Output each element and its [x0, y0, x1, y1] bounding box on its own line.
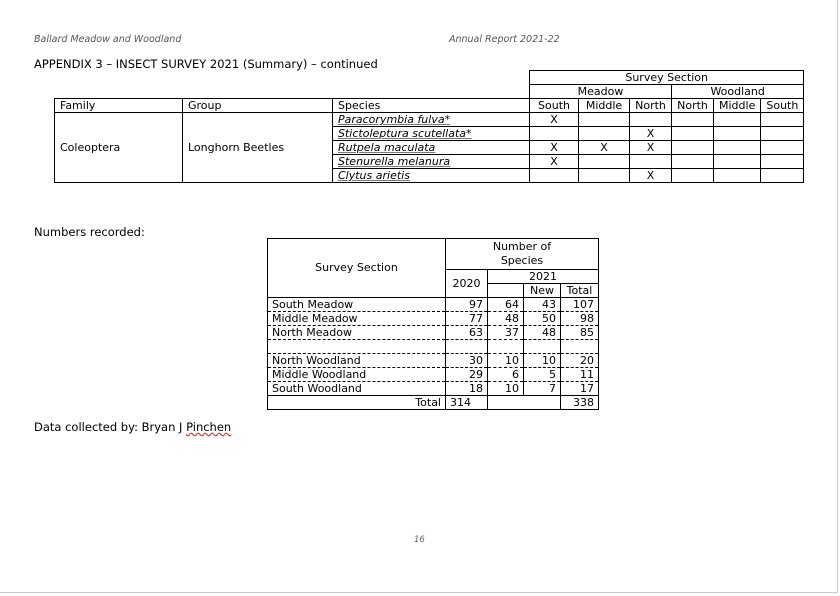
count-new: 5	[524, 368, 561, 382]
count-new: 50	[524, 312, 561, 326]
count-2020: 30	[446, 354, 488, 368]
meadow-middle-header: Middle	[579, 99, 630, 113]
count-total: 85	[561, 326, 599, 340]
table-row	[268, 326, 599, 340]
mark-cell	[530, 169, 579, 183]
section-name: Middle Woodland	[268, 368, 446, 382]
mark-cell	[630, 113, 672, 127]
mark-cell	[672, 127, 714, 141]
table-row	[268, 312, 599, 326]
mark-cell	[761, 127, 804, 141]
meadow-south-header: South	[530, 99, 579, 113]
count-total: 20	[561, 354, 599, 368]
mark-cell	[672, 141, 714, 155]
numbers-recorded-label: Numbers recorded:	[34, 225, 145, 239]
mark-cell	[672, 155, 714, 169]
species-row	[55, 113, 804, 127]
header-right: Annual Report 2021-22	[449, 34, 560, 45]
collector-name: Pinchen	[186, 420, 232, 434]
count-total: 107	[561, 298, 599, 312]
count-2021: 6	[488, 368, 524, 382]
count-new: 10	[524, 354, 561, 368]
mark-cell	[672, 113, 714, 127]
species-name: Stictoleptura scutellata*	[333, 127, 530, 141]
section-name: North Meadow	[268, 326, 446, 340]
family-cell: Coleoptera	[55, 113, 183, 183]
mark-cell	[714, 127, 761, 141]
total-header: Total	[561, 284, 599, 298]
year-2020-header: 2020	[446, 270, 488, 298]
count-new: 43	[524, 298, 561, 312]
count-2020: 77	[446, 312, 488, 326]
numbers-table	[267, 238, 599, 410]
count-total: 11	[561, 368, 599, 382]
count-2020: 97	[446, 298, 488, 312]
meadow-heading: Meadow	[530, 85, 672, 99]
mark-cell	[630, 155, 672, 169]
table-row	[268, 382, 599, 396]
count-2021: 10	[488, 382, 524, 396]
species-name: Clytus arietis	[333, 169, 530, 183]
count-new: 7	[524, 382, 561, 396]
section-name: South Woodland	[268, 382, 446, 396]
woodland-south-header: South	[761, 99, 804, 113]
table-row	[268, 368, 599, 382]
woodland-north-header: North	[672, 99, 714, 113]
count-2021: 37	[488, 326, 524, 340]
total-2021: 338	[561, 396, 599, 410]
mark-cell	[761, 141, 804, 155]
mark-cell: X	[530, 113, 579, 127]
count-2020: 63	[446, 326, 488, 340]
mark-cell: X	[579, 141, 630, 155]
species-name: Stenurella melanura	[333, 155, 530, 169]
header-left: Ballard Meadow and Woodland	[34, 34, 182, 45]
data-collected-prefix: Data collected by: Bryan J	[34, 420, 187, 434]
number-of-species-header: Number of Species	[446, 239, 599, 270]
woodland-heading: Woodland	[672, 85, 804, 99]
group-cell: Longhorn Beetles	[183, 113, 333, 183]
mark-cell	[714, 113, 761, 127]
family-column-header: Family	[55, 99, 183, 113]
mark-cell	[761, 169, 804, 183]
mark-cell	[714, 141, 761, 155]
count-2021: 64	[488, 298, 524, 312]
mark-cell: X	[530, 155, 579, 169]
mark-cell	[761, 113, 804, 127]
section-name: North Woodland	[268, 354, 446, 368]
count-2021: 48	[488, 312, 524, 326]
mark-cell	[579, 127, 630, 141]
section-name: Middle Meadow	[268, 312, 446, 326]
woodland-middle-header: Middle	[714, 99, 761, 113]
species-column-header: Species	[333, 99, 530, 113]
table-row	[268, 354, 599, 368]
mark-cell: X	[630, 169, 672, 183]
mark-cell: X	[530, 141, 579, 155]
species-name: Paracorymbia fulva*	[333, 113, 530, 127]
count-new: 48	[524, 326, 561, 340]
total-row	[268, 396, 599, 410]
total-2020: 314	[446, 396, 488, 410]
page-number: 16	[414, 535, 425, 545]
group-column-header: Group	[183, 99, 333, 113]
new-header: New	[524, 284, 561, 298]
mark-cell	[579, 113, 630, 127]
mark-cell	[579, 169, 630, 183]
mark-cell: X	[630, 141, 672, 155]
mark-cell: X	[630, 127, 672, 141]
count-2020: 18	[446, 382, 488, 396]
mark-cell	[530, 127, 579, 141]
meadow-north-header: North	[630, 99, 672, 113]
survey-table	[54, 70, 804, 183]
count-2021: 10	[488, 354, 524, 368]
mark-cell	[761, 155, 804, 169]
year-2021-header: 2021	[488, 270, 599, 284]
mark-cell	[672, 169, 714, 183]
count-total: 98	[561, 312, 599, 326]
mark-cell	[714, 155, 761, 169]
data-collected-line	[34, 420, 231, 434]
table-row	[268, 298, 599, 312]
total-row-label: Total	[268, 396, 446, 410]
mark-cell	[714, 169, 761, 183]
section-name: South Meadow	[268, 298, 446, 312]
spacer-row	[268, 340, 599, 354]
count-total: 17	[561, 382, 599, 396]
survey-section-heading: Survey Section	[530, 71, 804, 85]
survey-section-header: Survey Section	[268, 239, 446, 298]
page-title: APPENDIX 3 – INSECT SURVEY 2021 (Summary) – continued	[34, 57, 378, 71]
count-2020: 29	[446, 368, 488, 382]
species-name: Rutpela maculata	[333, 141, 530, 155]
mark-cell	[579, 155, 630, 169]
